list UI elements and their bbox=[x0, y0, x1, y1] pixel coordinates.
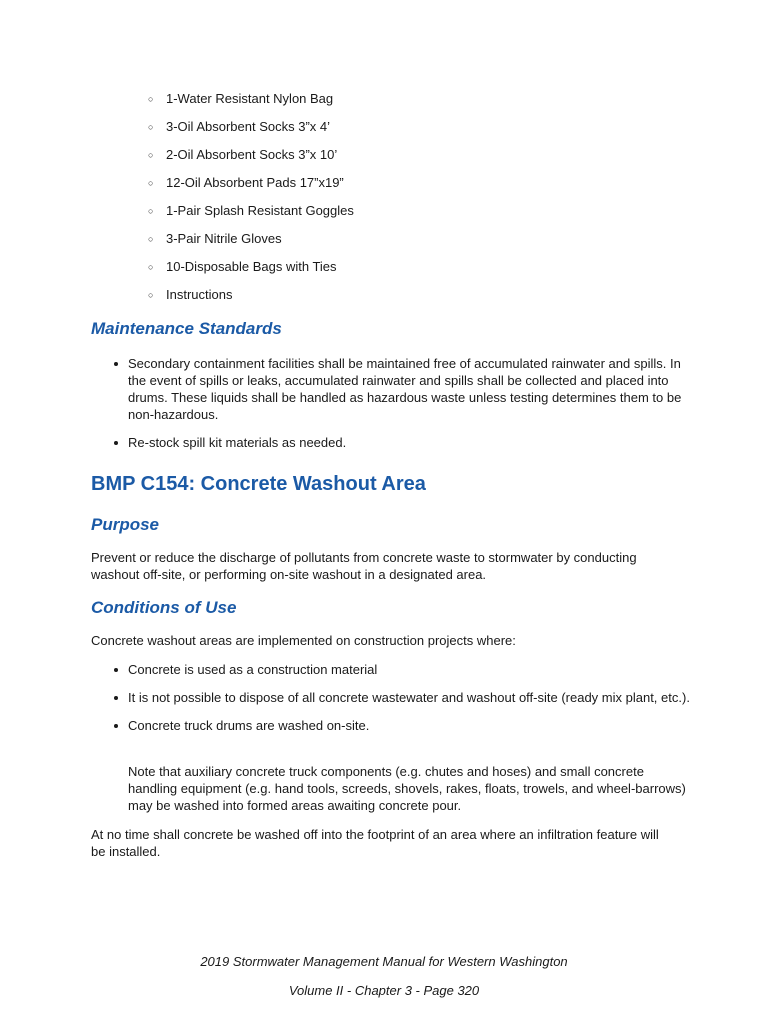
list-item: ○ 10-Disposable Bags with Ties bbox=[148, 259, 337, 274]
maintenance-list bbox=[110, 355, 690, 462]
hollow-circle-bullet-icon: ○ bbox=[148, 150, 154, 160]
hollow-circle-bullet-icon: ○ bbox=[148, 234, 154, 244]
conditions-note: Note that auxiliary concrete truck components (e.g. chutes and hoses) and small concrete handling equipment (e.g. hand tools, screeds, shovels, rakes, floats, trowels, and wheel-barrows) may be washed into formed areas awaiting concrete pour. bbox=[128, 764, 686, 813]
list-item: ○ 1-Water Resistant Nylon Bag bbox=[148, 91, 334, 106]
list-item: ○ 2-Oil Absorbent Socks 3”x 10’ bbox=[148, 147, 338, 162]
hollow-circle-bullet-icon: ○ bbox=[148, 206, 154, 216]
footer-page-number: Volume II - Chapter 3 - Page 320 bbox=[288, 983, 480, 998]
list-item: It is not possible to dispose of all concrete wastewater and washout off-site (ready mix plant, etc.). bbox=[110, 689, 690, 706]
bullet-dot-icon bbox=[114, 724, 118, 728]
list-item: ○ Instructions bbox=[148, 287, 233, 302]
list-item: ○ 3-Oil Absorbent Socks 3”x 4’ bbox=[148, 119, 331, 134]
hollow-circle-bullet-icon: ○ bbox=[148, 290, 154, 300]
purpose-heading: Purpose bbox=[91, 515, 160, 534]
maintenance-standards-heading: Maintenance Standards bbox=[91, 319, 282, 338]
bullet-dot-icon bbox=[114, 441, 118, 445]
list-item: Re-stock spill kit materials as needed. bbox=[110, 434, 690, 451]
conditions-of-use-heading: Conditions of Use bbox=[91, 598, 237, 617]
list-item: ○ 3-Pair Nitrile Gloves bbox=[148, 231, 282, 246]
footer-manual-title: 2019 Stormwater Management Manual for Western Washington bbox=[200, 954, 568, 969]
hollow-circle-bullet-icon: ○ bbox=[148, 94, 154, 104]
hollow-circle-bullet-icon: ○ bbox=[148, 122, 154, 132]
list-item: ○ 1-Pair Splash Resistant Goggles bbox=[148, 203, 354, 218]
closing-paragraph: At no time shall concrete be washed off into the footprint of an area where an infiltration feature will be installed. bbox=[91, 827, 659, 859]
list-item: ○ 12-Oil Absorbent Pads 17”x19” bbox=[148, 175, 344, 190]
hollow-circle-bullet-icon: ○ bbox=[148, 262, 154, 272]
list-item: Concrete is used as a construction material bbox=[110, 661, 690, 678]
spill-kit-contents-list bbox=[146, 91, 354, 315]
bmp-title: BMP C154: Concrete Washout Area bbox=[91, 473, 426, 495]
conditions-list bbox=[110, 661, 690, 745]
bullet-dot-icon bbox=[114, 696, 118, 700]
list-item: Concrete truck drums are washed on-site. bbox=[110, 717, 690, 734]
hollow-circle-bullet-icon: ○ bbox=[148, 178, 154, 188]
bullet-dot-icon bbox=[114, 362, 118, 366]
purpose-text: Prevent or reduce the discharge of pollutants from concrete waste to stormwater by conducting washout off-site, or performing on-site washout in a designated area. bbox=[91, 550, 637, 582]
list-item: Secondary containment facilities shall be maintained free of accumulated rainwater and spills. In the event of spills or leaks, accumulated rainwater and spills shall be collected and placed into drums. These liquids shall be handled as hazardous waste unless testing determines them to be non-hazardous. bbox=[110, 355, 690, 423]
conditions-intro: Concrete washout areas are implemented on construction projects where: bbox=[91, 633, 516, 648]
bullet-dot-icon bbox=[114, 668, 118, 672]
